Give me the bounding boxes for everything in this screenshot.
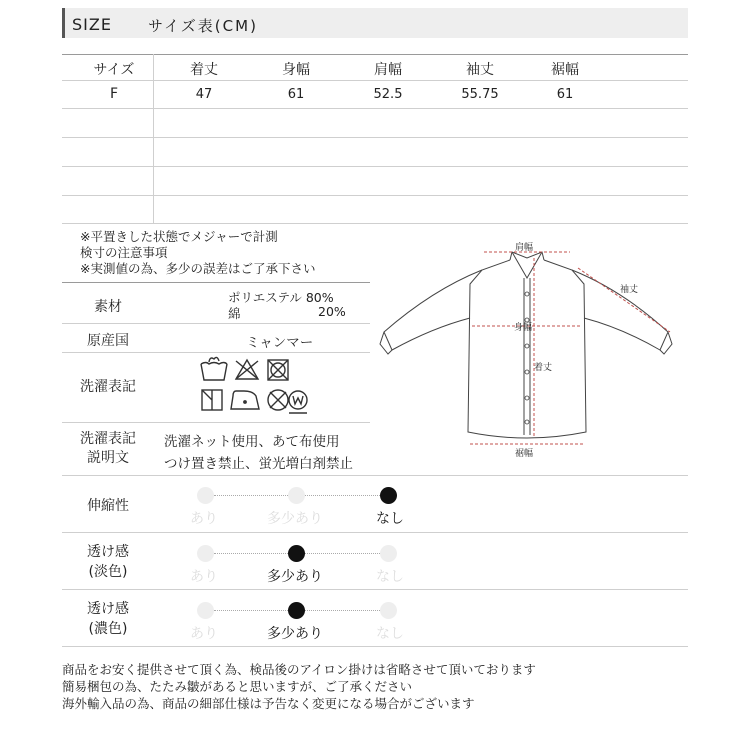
origin-label: 原産国	[87, 333, 129, 349]
shirt-body-outline	[468, 260, 586, 438]
shirt-left-sleeve	[384, 270, 482, 350]
wash-desc-label-line2: 説明文	[87, 450, 129, 466]
scale-label-line1: 伸縮性	[87, 498, 129, 514]
scale-option-label: 多少あり	[267, 569, 323, 585]
scale-dot-selected	[288, 545, 305, 562]
scale-dot-unselected	[380, 602, 397, 619]
table-column-divider	[153, 54, 154, 223]
scale-option-label: 多少あり	[267, 511, 323, 527]
sleeve-measure-line	[578, 268, 670, 332]
spec-divider	[62, 352, 370, 353]
scale-connector	[305, 495, 380, 496]
header-title: サイズ表(CM)	[148, 17, 258, 35]
scale-option-label: あり	[190, 511, 218, 527]
cell-sleeve: 55.75	[461, 87, 499, 102]
no-tumble-dry-icon	[268, 360, 288, 380]
scale-dot-unselected	[197, 545, 214, 562]
shirt-collar	[510, 252, 544, 260]
scale-label-line1: 透け感	[87, 544, 129, 560]
origin-value: ミャンマー	[246, 335, 314, 351]
iron-low-icon	[231, 391, 259, 409]
scale-dot-selected	[380, 487, 397, 504]
scale-divider	[62, 532, 688, 533]
scale-label-0	[62, 496, 154, 516]
scale-dot-unselected	[197, 487, 214, 504]
scale-option-label: なし	[376, 569, 404, 585]
diagram-label-sleeve: 袖丈	[620, 285, 639, 295]
header-accent-bar	[62, 8, 65, 38]
diagram-label-shoulder: 肩幅	[515, 243, 534, 253]
hand-wash-icon	[201, 357, 227, 380]
material-cotton-pct: 20%	[318, 304, 346, 319]
shirt-right-sleeve	[572, 270, 668, 350]
wash-symbols	[198, 356, 308, 418]
wash-desc-line1: 洗濯ネット使用、あて布使用	[164, 434, 340, 450]
table-row-divider	[62, 137, 688, 138]
col-header-sleeve: 袖丈	[466, 62, 494, 78]
diagram-label-length: 着丈	[534, 363, 553, 373]
cell-shoulder: 52.5	[373, 87, 403, 102]
table-top-border	[62, 54, 688, 55]
scale-connector	[214, 553, 288, 554]
scale-option-label: あり	[190, 626, 218, 642]
material-polyester: ポリエステル 80%	[228, 290, 334, 305]
note-caution-title: 検寸の注意事項	[80, 245, 168, 260]
table-row-divider	[62, 195, 688, 196]
cell-size: F	[109, 86, 119, 102]
footer-note-spec-change: 海外輸入品の為、商品の細部仕様は予告なく変更になる場合がございます	[62, 696, 475, 711]
no-bleach-icon	[236, 360, 258, 379]
shirt-buttons	[525, 292, 529, 424]
wash-desc-line2: つけ置き禁止、蛍光増白剤禁止	[164, 456, 353, 472]
wet-clean-icon	[289, 391, 307, 413]
table-row-divider	[62, 166, 688, 167]
scale-label-1	[62, 542, 154, 582]
scale-option-label: なし	[376, 511, 404, 527]
wash-desc-label	[62, 430, 154, 468]
cell-body-width: 61	[287, 87, 305, 102]
scale-label-line2: (濃色)	[88, 621, 128, 637]
table-row-divider	[62, 108, 688, 109]
scale-connector	[305, 553, 380, 554]
col-header-shoulder: 肩幅	[374, 62, 402, 78]
scale-option-label: 多少あり	[267, 626, 323, 642]
table-bottom-border	[62, 223, 688, 224]
diagram-label-hem: 裾幅	[515, 449, 534, 459]
wash-label: 洗濯表記	[80, 379, 136, 395]
spec-divider	[62, 323, 370, 324]
shirt-diagram	[372, 232, 688, 472]
col-header-size: サイズ	[93, 62, 135, 78]
spec-top-border	[62, 282, 370, 283]
shirt-placket	[524, 278, 530, 435]
spec-bottom-border	[62, 475, 688, 476]
scale-connector	[305, 610, 380, 611]
col-header-hem: 裾幅	[551, 62, 579, 78]
col-header-body-width: 身幅	[282, 62, 310, 78]
scale-connector	[214, 610, 288, 611]
material-cotton-name: 綿	[228, 306, 241, 321]
shirt-collar-front	[512, 252, 542, 278]
footer-note-ironing: 商品をお安く提供させて頂く為、検品後のアイロン掛けは省略させて頂いております	[62, 662, 536, 677]
header-size-label: SIZE	[72, 15, 112, 34]
scale-dot-unselected	[288, 487, 305, 504]
scale-option-label: あり	[190, 569, 218, 585]
scale-connector	[214, 495, 288, 496]
scale-label-line2: (淡色)	[88, 564, 128, 580]
material-label: 素材	[94, 299, 122, 315]
scale-option-label: なし	[376, 626, 404, 642]
diagram-label-chest: 身幅	[514, 323, 533, 333]
scale-label-2	[62, 599, 154, 639]
scale-dot-selected	[288, 602, 305, 619]
cell-length: 47	[195, 87, 213, 102]
scale-dot-unselected	[380, 545, 397, 562]
wash-desc-label-line1: 洗濯表記	[80, 431, 136, 447]
line-dry-shade-icon	[202, 390, 222, 410]
scale-label-line1: 透け感	[87, 601, 129, 617]
table-header-divider	[62, 80, 688, 81]
footer-note-packing: 簡易梱包の為、たたみ皺があると思いますが、ご了承ください	[62, 679, 413, 694]
col-header-length: 着丈	[190, 62, 218, 78]
cell-hem: 61	[556, 87, 574, 102]
scale-divider	[62, 589, 688, 590]
scale-dot-unselected	[197, 602, 214, 619]
note-tolerance: ※実測値の為、多少の誤差はご了承下さい	[80, 261, 316, 276]
spec-divider	[62, 422, 370, 423]
scale-divider	[62, 646, 688, 647]
no-dry-clean-icon	[268, 390, 288, 410]
note-measurement: ※平置きした状態でメジャーで計測	[80, 229, 278, 244]
